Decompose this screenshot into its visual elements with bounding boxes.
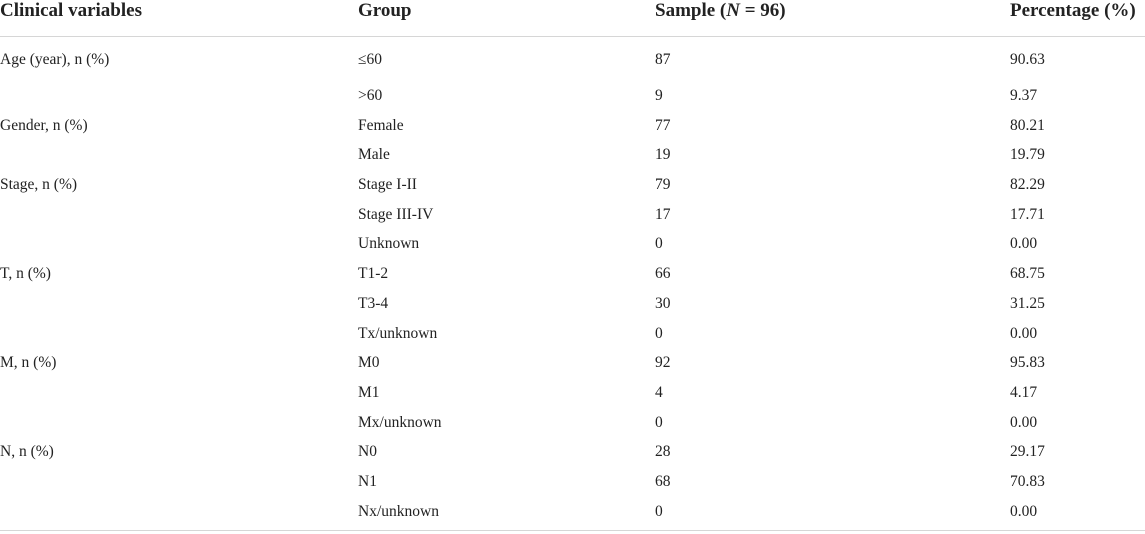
cell-sample: 77 (655, 116, 671, 134)
cell-percentage: 17.71 (1010, 205, 1045, 223)
table-bottom-rule (0, 530, 1145, 531)
table-row (0, 465, 1145, 495)
cell-sample: 0 (655, 502, 663, 520)
cell-group: Male (358, 146, 390, 164)
table-row (0, 227, 1145, 257)
cell-sample: 0 (655, 324, 663, 342)
cell-percentage: 0.00 (1010, 235, 1038, 253)
table-row (0, 317, 1145, 347)
cell-sample: 19 (655, 146, 671, 164)
cell-variable: N, n (%) (0, 443, 54, 461)
cell-percentage: 9.37 (1010, 87, 1038, 104)
header-sample-suffix: = 96) (739, 0, 786, 21)
cell-group: M0 (358, 354, 380, 372)
cell-sample: 17 (655, 205, 671, 223)
cell-variable (0, 138, 358, 168)
cell-sample: 0 (655, 413, 663, 431)
cell-group: N1 (358, 472, 377, 490)
cell-sample: 92 (655, 354, 671, 372)
cell-sample: 0 (655, 235, 663, 253)
table-row (0, 435, 1145, 465)
header-clinical-variables-label: Clinical variables (0, 0, 142, 21)
table-row (0, 257, 1145, 287)
cell-group: M1 (358, 383, 380, 401)
cell-percentage: 29.17 (1010, 443, 1045, 461)
cell-group: Tx/unknown (358, 324, 438, 342)
cell-percentage: 82.29 (1010, 176, 1045, 194)
cell-variable (0, 495, 358, 525)
header-percentage-label: Percentage (%) (1010, 0, 1136, 21)
table-body (0, 37, 1145, 525)
cell-group: >60 (358, 87, 383, 104)
cell-percentage: 95.83 (1010, 354, 1045, 372)
cell-percentage: 90.63 (1010, 51, 1045, 68)
cell-sample: 30 (655, 294, 671, 312)
cell-sample: 9 (655, 87, 663, 104)
header-sample-n: N (726, 0, 740, 21)
cell-group: T1-2 (358, 265, 389, 283)
cell-group: Nx/unknown (358, 502, 439, 520)
cell-variable (0, 465, 358, 495)
table-row (0, 79, 1145, 109)
cell-percentage: 80.21 (1010, 116, 1045, 134)
cell-variable (0, 317, 358, 347)
header-clinical-variables (0, 0, 358, 37)
cell-group: T3-4 (358, 294, 389, 312)
table-row (0, 37, 1145, 80)
table-row (0, 495, 1145, 525)
header-group (358, 0, 655, 37)
header-group-label: Group (358, 0, 412, 21)
cell-group: N0 (358, 443, 377, 461)
cell-variable (0, 227, 358, 257)
table-row (0, 198, 1145, 228)
cell-sample: 4 (655, 383, 663, 401)
cell-sample: 28 (655, 443, 671, 461)
cell-percentage: 0.00 (1010, 502, 1038, 520)
cell-variable (0, 79, 358, 109)
header-percentage (1010, 0, 1145, 37)
table-row (0, 287, 1145, 317)
cell-variable: M, n (%) (0, 354, 57, 372)
cell-variable (0, 406, 358, 436)
header-sample-prefix: Sample ( (655, 0, 727, 21)
cell-sample: 66 (655, 265, 671, 283)
cell-percentage: 0.00 (1010, 324, 1038, 342)
cell-percentage: 31.25 (1010, 294, 1045, 312)
cell-variable: Stage, n (%) (0, 176, 78, 194)
table-row (0, 346, 1145, 376)
header-sample (655, 0, 1010, 37)
cell-sample: 79 (655, 176, 671, 194)
cell-group: Female (358, 116, 404, 134)
cell-group: Unknown (358, 235, 420, 253)
table-row (0, 138, 1145, 168)
cell-variable: Age (year), n (%) (0, 51, 110, 68)
cell-group: ≤60 (358, 51, 383, 68)
cell-variable (0, 287, 358, 317)
cell-percentage: 0.00 (1010, 413, 1038, 431)
cell-group: Stage III-IV (358, 205, 434, 223)
table-row (0, 406, 1145, 436)
table-row (0, 376, 1145, 406)
cell-group: Mx/unknown (358, 413, 442, 431)
table-header (0, 0, 1145, 37)
header-row (0, 0, 1145, 37)
cell-variable (0, 198, 358, 228)
cell-sample: 68 (655, 472, 671, 490)
header-sample-label (655, 0, 1010, 22)
cell-percentage: 68.75 (1010, 265, 1045, 283)
cell-percentage: 70.83 (1010, 472, 1045, 490)
table-row (0, 109, 1145, 139)
cell-variable: T, n (%) (0, 265, 51, 283)
cell-variable (0, 376, 358, 406)
cell-variable: Gender, n (%) (0, 116, 88, 134)
cell-percentage: 19.79 (1010, 146, 1045, 164)
cell-group: Stage I-II (358, 176, 417, 194)
cell-percentage: 4.17 (1010, 383, 1038, 401)
cell-sample: 87 (655, 51, 671, 68)
table-row (0, 168, 1145, 198)
